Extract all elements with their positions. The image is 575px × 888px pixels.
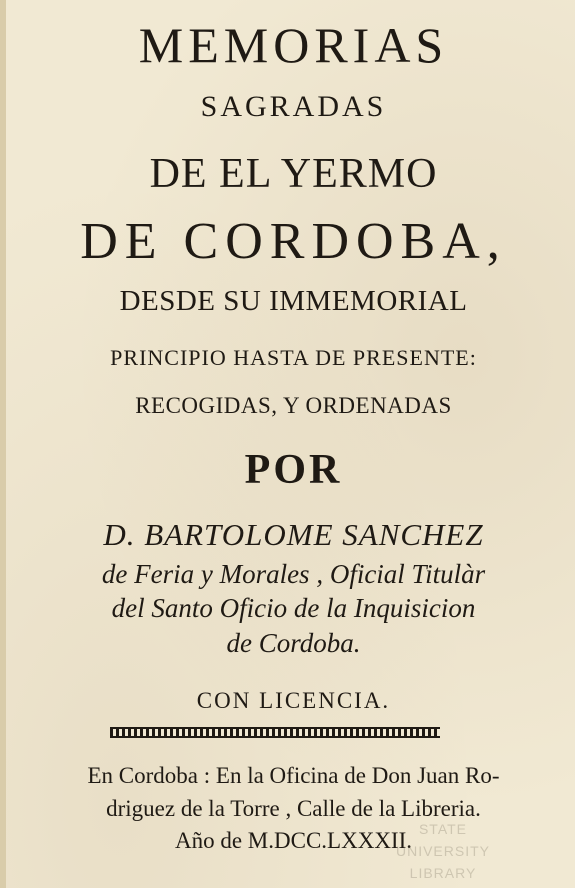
title-line-memorias: MEMORIAS: [138, 17, 449, 73]
title-line-immemorial: DESDE SU IMMEMORIAL: [119, 285, 468, 317]
imprint-line-2: driguez de la Torre , Calle de la Libreria.: [106, 796, 481, 821]
author-name: D. BARTOLOME SANCHEZ: [103, 517, 484, 552]
title-line-sagradas: SAGRADAS: [200, 90, 387, 123]
title-line-por: POR: [244, 447, 343, 493]
author-title-line-3: de Cordoba.: [226, 628, 361, 658]
author-title-line-2: del Santo Oficio de la Inquisicion: [111, 593, 476, 623]
imprint-line-1: En Cordoba : En la Oficina de Don Juan Ro-: [87, 763, 500, 788]
license-notice: CON LICENCIA.: [196, 688, 391, 713]
library-stamp: [384, 818, 502, 881]
stamp-line-1: STATE: [418, 821, 468, 837]
title-line-principio: PRINCIPIO HASTA DE PRESENTE:: [110, 345, 477, 370]
author-title-line-1: de Feria y Morales , Oficial Titulàr: [101, 559, 486, 589]
imprint-line-3: Año de M.DCC.LXXXII.: [174, 828, 412, 853]
title-line-cordoba: DE CORDOBA,: [80, 213, 507, 270]
stamp-line-2: UNIVERSITY LIBRARY: [395, 843, 490, 881]
title-line-yermo: DE EL YERMO: [149, 151, 438, 197]
ornamental-rule: [110, 727, 440, 738]
title-line-recogidas: RECOGIDAS, Y ORDENADAS: [135, 393, 452, 418]
